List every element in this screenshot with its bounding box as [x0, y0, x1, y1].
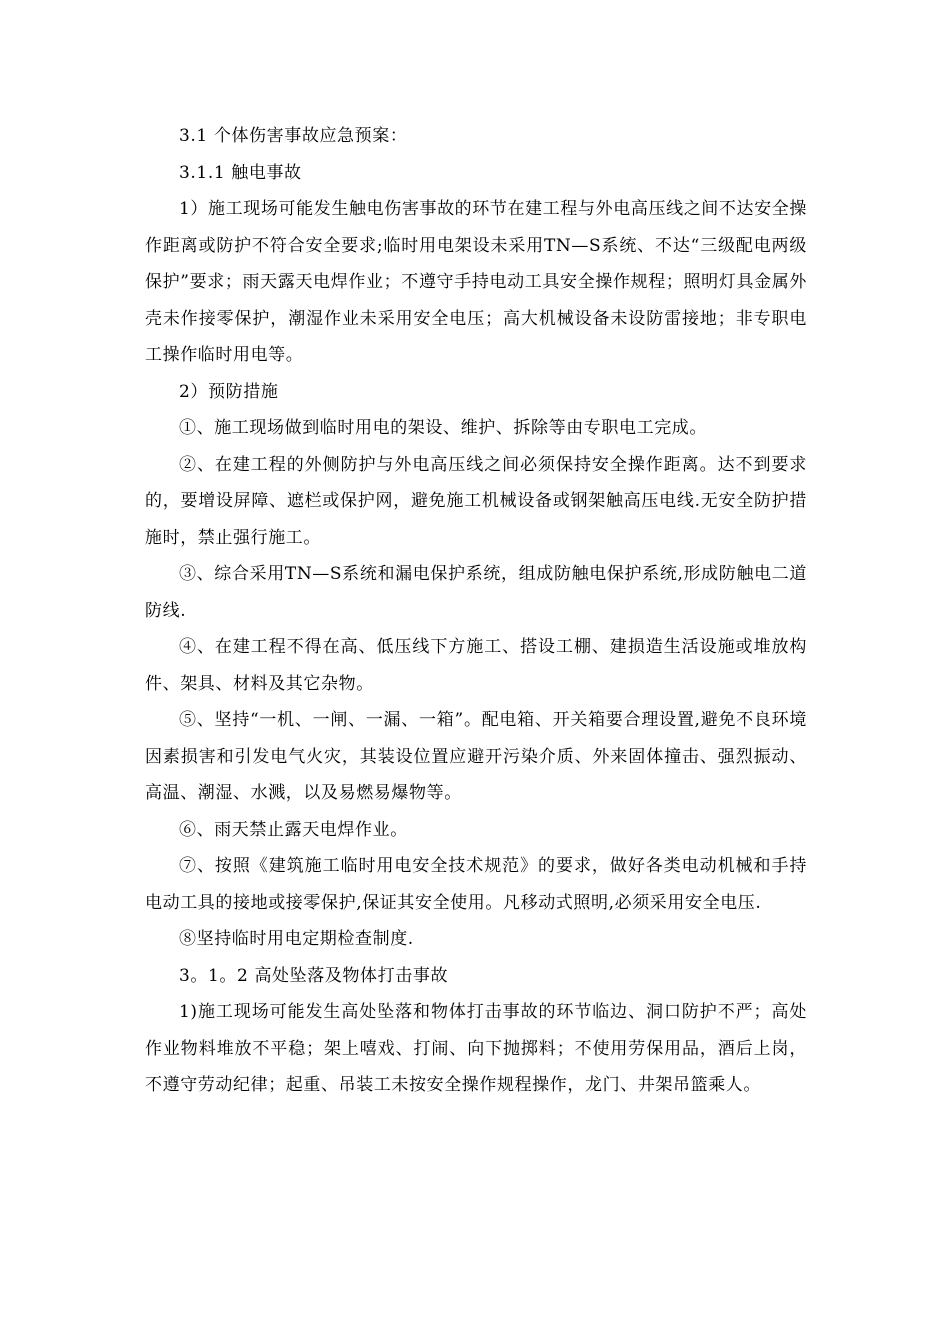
paragraph-preventive-measures-heading: 2）预防措施 [179, 381, 279, 402]
paragraph-measure-8: ⑧坚持临时用电定期检查制度. [179, 929, 414, 949]
section-heading-3-1-2: 3。1。2 高处坠落及物体打击事故 [179, 965, 449, 986]
paragraph-measure-3: ③、综合采用TN—S系统和漏电保护系统，组成防触电保护系统,形成防触电二道防线. [145, 564, 807, 621]
section-heading-3-1: 3.1 个体伤害事故应急预案： [179, 126, 408, 146]
document-body [145, 118, 807, 1104]
paragraph-electric-shock-hazards: 1）施工现场可能发生触电伤害事故的环节在建工程与外电高压线之间不达安全操作距离或防护不符合安全要求;临时用电架设未采用TN—S系统、不达“三级配电两级保护”要求；雨天露天电焊作业；不遵守手持电动工具安全操作规程；照明灯具金属外壳未作接零保护，潮湿作业未采用安全电压；高大机械设备未设防雷接地；非专职电工操作临时用电等。 [145, 199, 807, 365]
paragraph-measure-4: ④、在建工程不得在高、低压线下方施工、搭设工棚、建损造生活设施或堆放构件、架具、材料及其它杂物。 [145, 637, 807, 694]
paragraph-measure-7: ⑦、按照《建筑施工临时用电安全技术规范》的要求，做好各类电动机械和手持电动工具的接地或接零保护,保证其安全使用。凡移动式照明,必须采用安全电压. [145, 856, 807, 913]
paragraph-fall-hazards: 1)施工现场可能发生高处坠落和物体打击事故的环节临边、洞口防护不严；高处作业物料堆放不平稳；架上嘻戏、打闹、向下抛掷料；不使用劳保用品，酒后上岗，不遵守劳动纪律；起重、吊装工未按安全操作规程操作，龙门、井架吊篮乘人。 [145, 1002, 807, 1095]
paragraph-measure-1: ①、施工现场做到临时用电的架设、维护、拆除等由专职电工完成。 [179, 418, 707, 438]
paragraph-measure-5: ⑤、坚持“一机、一闸、一漏、一箱”。配电箱、开关箱要合理设置,避免不良环境因素损害和引发电气火灾，其装设位置应避开污染介质、外来固体撞击、强烈振动、高温、潮湿、水溅，以及易燃易爆物等。 [145, 710, 807, 803]
paragraph-measure-6: ⑥、雨天禁止露天电焊作业。 [179, 819, 408, 840]
paragraph-measure-2: ②、在建工程的外侧防护与外电高压线之间必须保持安全操作距离。达不到要求的，要增设屏障、遮栏或保护网，避免施工机械设备或钢架触高压电线.无安全防护措施时，禁止强行施工。 [145, 454, 807, 548]
section-heading-3-1-1: 3.1.1 触电事故 [179, 162, 302, 183]
